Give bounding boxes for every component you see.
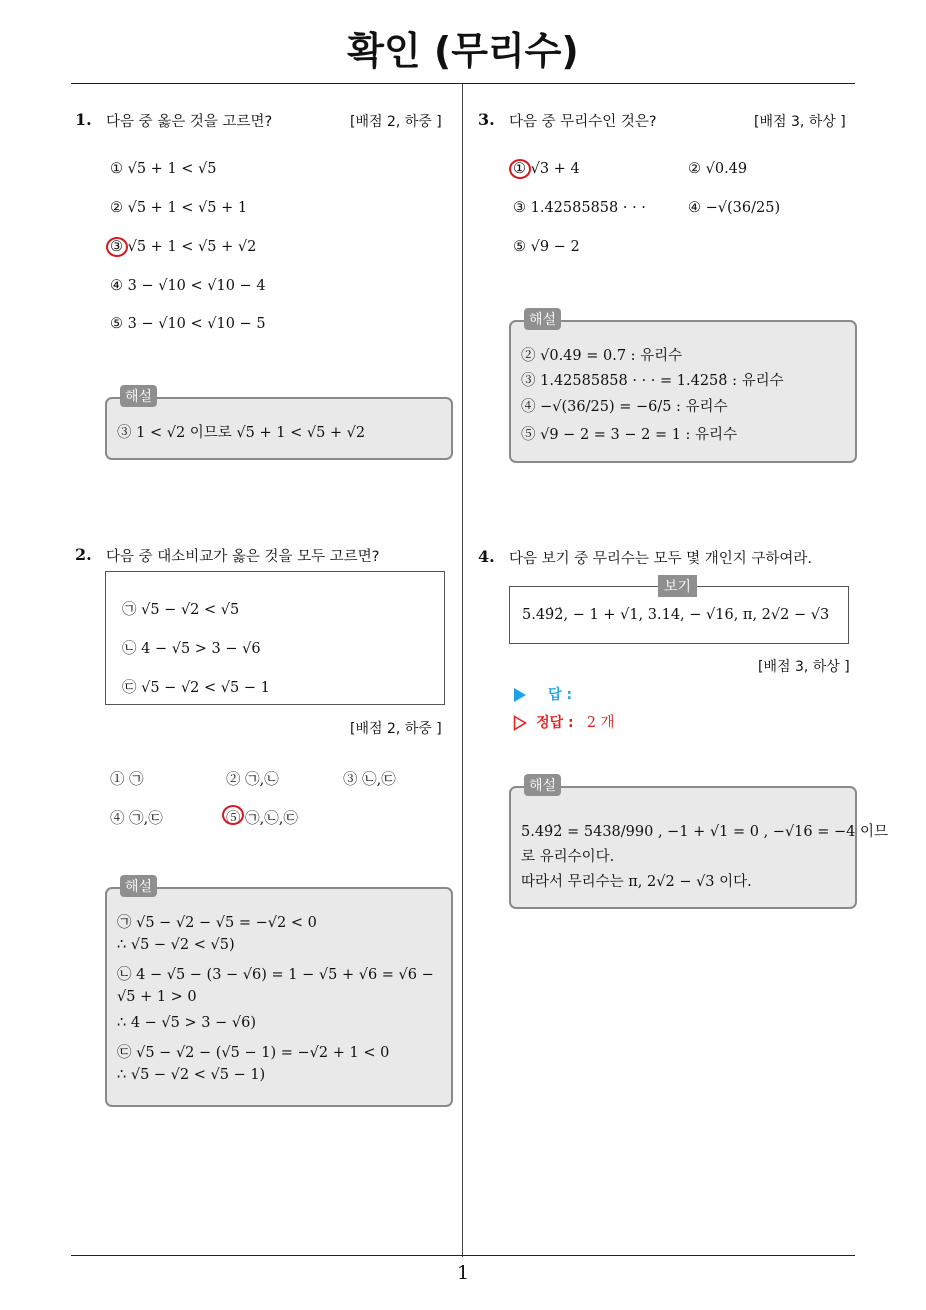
q1-explanation-box [105,397,453,460]
q3-expl-line: ② √0.49 = 0.7 : 유리수 [521,348,683,364]
q3-option-3[interactable]: ③ 1.42585858 · · · [513,200,646,216]
q4-expl-line: 로 유리수이다. [521,849,615,865]
header-rule [71,83,855,84]
q2-statement-2: ㉡ 4 − √5 > 3 − √6 [122,641,261,657]
q1-option-4[interactable]: ④ 3 − √10 < √10 − 4 [110,278,266,294]
q3-meta: [배점 3, 하상 ] [754,114,846,130]
footer-rule [71,1255,855,1256]
q4-number: 4. [478,547,495,566]
correct-value: 2 개 [586,715,615,731]
q4-expl-line: 따라서 무리수는 π, 2√2 − √3 이다. [521,874,752,890]
answer-mark-circle [106,237,128,257]
q1-number: 1. [75,110,92,129]
correct-answer-row [513,711,615,732]
q3-explanation-box [509,320,857,463]
page-title: 확인 (무리수) [347,29,579,73]
q3-expl-line: ③ 1.42585858 · · · = 1.4258̇ : 유리수 [521,373,784,389]
q3-option-2[interactable]: ② √0.49 [688,161,748,177]
q2-explanation-tag: 해설 [120,875,157,897]
q1-expl-line: ③ 1 < √2 이므로 √5 + 1 < √5 + √2 [117,425,366,441]
q4-text: 다음 보기 중 무리수는 모두 몇 개인지 구하여라. [509,551,813,567]
q2-statement-box [105,571,445,705]
q2-option-2[interactable]: ② ㉠,㉡ [226,772,279,788]
column-divider [462,84,463,1257]
q1-meta: [배점 2, 하중 ] [350,114,442,130]
q2-expl-line: ∴ √5 − √2 < √5 − 1) [117,1067,266,1083]
answer-mark-circle [509,159,531,179]
q2-expl-line: ∴ 4 − √5 > 3 − √6) [117,1015,256,1031]
q2-number: 2. [75,545,92,564]
q4-explanation-box [509,786,889,909]
q2-expl-line: ㉢ √5 − √2 − (√5 − 1) = −√2 + 1 < 0 [117,1045,390,1061]
answer-label: 답 : [548,687,573,703]
q2-meta: [배점 2, 하중 ] [350,721,442,737]
answer-row [513,684,572,704]
q1-option-5[interactable]: ⑤ 3 − √10 < √10 − 5 [110,316,266,332]
q3-explanation-tag: 해설 [524,308,561,330]
correct-arrow-icon [513,715,527,731]
q2-expl-line: √5 + 1 > 0 [117,989,197,1005]
q1-option-1[interactable]: ① √5 + 1 < √5 [110,161,217,177]
q2-expl-line: ㉡ 4 − √5 − (3 − √6) = 1 − √5 + √6 = √6 − [117,967,434,983]
q2-option-4[interactable]: ④ ㉠,㉢ [110,811,163,827]
q4-bogi-content: 5.49̇2̇, − 1 + √1, 3.14, − √16, π, 2√2 − √3 [522,607,830,623]
q2-option-1[interactable]: ① ㉠ [110,772,144,788]
q3-expl-line: ⑤ √9 − 2 = 3 − 2 = 1 : 유리수 [521,427,738,443]
q2-expl-line: ∴ √5 − √2 < √5) [117,937,235,953]
page-number: 1 [456,1262,470,1284]
answer-mark-circle [222,805,244,825]
correct-label: 정답 : [536,715,574,731]
q2-option-5[interactable]: ⑤ ㉠,㉡,㉢ [226,811,298,827]
q1-option-3[interactable]: ③ √5 + 1 < √5 + √2 [110,239,257,255]
q3-number: 3. [478,110,495,129]
q2-option-3[interactable]: ③ ㉡,㉢ [343,772,396,788]
q4-bogi-tag: 보기 [658,575,697,597]
q2-text: 다음 중 대소비교가 옳은 것을 모두 고르면? [106,549,380,565]
q3-text: 다음 중 무리수인 것은? [509,114,657,130]
q2-explanation-box [105,887,453,1107]
q2-statement-1: ㉠ √5 − √2 < √5 [122,602,240,618]
q4-meta: [배점 3, 하상 ] [758,659,850,675]
q3-option-5[interactable]: ⑤ √9 − 2 [513,239,580,255]
q4-expl-line: 5.49̇2̇ = 5438/990 , −1 + √1 = 0 , −√16 = −4 이므 [521,824,889,840]
answer-arrow-icon [513,687,527,703]
q3-option-1[interactable]: ① √3 + 4 [513,161,580,177]
q2-expl-line: ㉠ √5 − √2 − √5 = −√2 < 0 [117,915,317,931]
q2-statement-3: ㉢ √5 − √2 < √5 − 1 [122,680,270,696]
q1-text: 다음 중 옳은 것을 고르면? [106,114,273,130]
q3-option-4[interactable]: ④ −√(36/25) [688,200,781,216]
q1-explanation-tag: 해설 [120,385,157,407]
q1-option-2[interactable]: ② √5 + 1 < √5 + 1 [110,200,248,216]
q3-expl-line: ④ −√(36/25) = −6/5 : 유리수 [521,399,728,415]
q4-explanation-tag: 해설 [524,774,561,796]
